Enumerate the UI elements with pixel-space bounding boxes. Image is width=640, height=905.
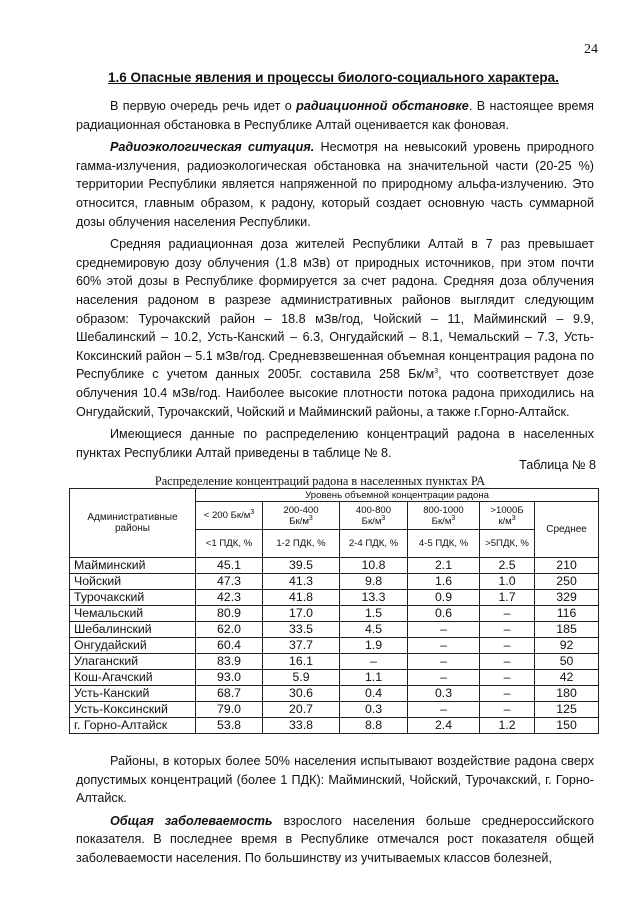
value-cell: – [408, 622, 480, 638]
district-name-cell: Усть-Коксинский [70, 702, 196, 718]
value-cell: 33.8 [263, 718, 340, 734]
band-header: < 200 $Бк/м^3$ [196, 502, 263, 530]
value-cell: 10.8 [340, 558, 408, 574]
paragraph-1: В первую очередь речь идет о радиационной обстановке. В настоящее время радиационная обстановка в Республике Алтай оценивается как фоновая. [76, 99, 594, 132]
pdk-header: 2-4 ПДК, % [340, 530, 408, 558]
value-cell: – [408, 702, 480, 718]
value-cell: 125 [535, 702, 599, 718]
table-row [70, 574, 599, 590]
value-cell: 250 [535, 574, 599, 590]
paragraph-6: Общая заболеваемость взрослого населения больше среднероссийского показателя. В последнее время в Республике отмечался рост показателя общей заболеваемости населения. По большинству из учитываемых классов болезней, [76, 813, 594, 865]
table-caption: Распределение концентраций радона в населенных пунктах РА [154, 474, 486, 488]
value-cell: 2.4 [408, 718, 480, 734]
value-cell: 0.4 [340, 686, 408, 702]
value-cell: 1.7 [480, 590, 535, 606]
value-cell: 80.9 [196, 606, 263, 622]
value-cell: 1.9 [340, 638, 408, 654]
paragraph-3: Средняя радиационная доза жителей Республики Алтай в 7 раз превышает среднемировую дозу облучения (1.8 мЗв) от природных источников, при этом почти 60% этой дозы в Республике формируется за счет радона. Средняя доза облучения населения радоном в разрезе административных районов выглядит следующим образом: Турочакский район – 18.8 мЗв/год, Чойский – 11, Майминский – 9.9, Шебалинский – 10.2, Усть-Канский – 6.3, Онгудайский – 8.1, Чемальский – 7.3, Усть-Коксинский район – 5.1 мЗв/год. Средневзвешенная объемная концентрация радона по Республике с учетом данных 2005г. составила 258 $Бк/м^3$, что соответствует дозе облучения 10.4 мЗв/год. Наиболее высокие плотности потока радона приходились на Онгудайский, Турочакский, Чойский и Майминский районы, а также г.Горно-Алтайск. [76, 237, 594, 419]
district-name-cell: Усть-Канский [70, 686, 196, 702]
value-cell: 2.5 [480, 558, 535, 574]
value-cell: 42 [535, 670, 599, 686]
value-cell: 0.3 [408, 686, 480, 702]
value-cell: 8.8 [340, 718, 408, 734]
value-cell: 1.1 [340, 670, 408, 686]
value-cell: 93.0 [196, 670, 263, 686]
value-cell: 1.0 [480, 574, 535, 590]
band-header: >1000Б $к/м^3$ [480, 502, 535, 530]
value-cell: 47.3 [196, 574, 263, 590]
value-cell: 9.8 [340, 574, 408, 590]
value-cell: 41.3 [263, 574, 340, 590]
district-name-cell: Майминский [70, 558, 196, 574]
page-number: 24 [584, 42, 598, 57]
value-cell: 16.1 [263, 654, 340, 670]
admin-districts-header: Административные районы [70, 489, 196, 558]
value-cell: – [480, 686, 535, 702]
radon-table [69, 488, 599, 734]
value-cell: 68.7 [196, 686, 263, 702]
concentration-level-header: Уровень объемной концентрации радона [196, 489, 599, 502]
emphasis-radioecology: Радиоэкологическая ситуация. [110, 140, 315, 155]
district-name-cell: Шебалинский [70, 622, 196, 638]
value-cell: 83.9 [196, 654, 263, 670]
paragraph-2: Радиоэкологическая ситуация. Несмотря на невысокий уровень природного гамма-излучения, радиоэкологическая обстановка на значительной части (20-25 %) территории Республики является напряженной по природному альфа-излучению. Это относится, главным образом, к радону, который создает основную часть суммарной дозы облучения населения Республики. [76, 140, 595, 229]
emphasis-radiation: радиационной обстановке [296, 99, 469, 113]
value-cell: 20.7 [263, 702, 340, 718]
value-cell: – [480, 702, 535, 718]
value-cell: 17.0 [263, 606, 340, 622]
section-heading: 1.6 Опасные явления и процессы биолого-социального характера. [108, 70, 559, 85]
table-row [70, 702, 599, 718]
paragraph-5: Районы, в которых более 50% населения испытывают воздействие радона сверх допустимых концентраций (более 1 ПДК): Майминский, Чойский, Турочакский, г. Горно-Алтайск. [76, 754, 594, 806]
value-cell: 1.5 [340, 606, 408, 622]
value-cell: 0.9 [408, 590, 480, 606]
value-cell: 79.0 [196, 702, 263, 718]
pdk-header: <1 ПДК, % [196, 530, 263, 558]
table-row [70, 670, 599, 686]
band-header: 800-1000 $Бк/м^3$ [408, 502, 480, 530]
value-cell: 1.6 [408, 574, 480, 590]
table-row [70, 606, 599, 622]
value-cell: 45.1 [196, 558, 263, 574]
pdk-header: 4-5 ПДК, % [408, 530, 480, 558]
value-cell: 42.3 [196, 590, 263, 606]
value-cell: – [408, 670, 480, 686]
district-name-cell: Кош-Агачский [70, 670, 196, 686]
average-header: Среднее [535, 502, 599, 558]
value-cell: – [480, 606, 535, 622]
value-cell: 33.5 [263, 622, 340, 638]
pdk-header: >5ПДК, % [480, 530, 535, 558]
table-row [70, 590, 599, 606]
paragraph-4: Имеющиеся данные по распределению концентраций радона в населенных пунктах Республики Алтай приведены в таблице № 8. [76, 427, 594, 460]
value-cell: 185 [535, 622, 599, 638]
value-cell: 62.0 [196, 622, 263, 638]
value-cell: 210 [535, 558, 599, 574]
body-text-bottom [76, 752, 594, 868]
table-row [70, 558, 599, 574]
district-name-cell: Чойский [70, 574, 196, 590]
value-cell: 37.7 [263, 638, 340, 654]
table-row [70, 686, 599, 702]
value-cell: 53.8 [196, 718, 263, 734]
table-row [70, 638, 599, 654]
value-cell: 60.4 [196, 638, 263, 654]
emphasis-morbidity: Общая заболеваемость [110, 813, 273, 828]
value-cell: 180 [535, 686, 599, 702]
district-name-cell: Турочакский [70, 590, 196, 606]
value-cell: 0.3 [340, 702, 408, 718]
district-name-cell: Улаганский [70, 654, 196, 670]
value-cell: 41.8 [263, 590, 340, 606]
value-cell: – [480, 622, 535, 638]
body-text-top [76, 97, 594, 462]
value-cell: 30.6 [263, 686, 340, 702]
value-cell: 13.3 [340, 590, 408, 606]
value-cell: 329 [535, 590, 599, 606]
value-cell: 116 [535, 606, 599, 622]
table-row [70, 654, 599, 670]
table-row [70, 622, 599, 638]
table-body [70, 558, 599, 734]
value-cell: – [480, 654, 535, 670]
value-cell: 39.5 [263, 558, 340, 574]
value-cell: 4.5 [340, 622, 408, 638]
table-number: Таблица № 8 [519, 458, 596, 472]
district-name-cell: Онгудайский [70, 638, 196, 654]
value-cell: 50 [535, 654, 599, 670]
district-name-cell: г. Горно-Алтайск [70, 718, 196, 734]
value-cell: 1.2 [480, 718, 535, 734]
value-cell: 0.6 [408, 606, 480, 622]
pdk-header: 1-2 ПДК, % [263, 530, 340, 558]
value-cell: 5.9 [263, 670, 340, 686]
value-cell: – [408, 654, 480, 670]
value-cell: 92 [535, 638, 599, 654]
value-cell: – [480, 638, 535, 654]
table-row [70, 718, 599, 734]
value-cell: – [340, 654, 408, 670]
value-cell: – [408, 638, 480, 654]
band-header: 200-400 $Бк/м^3$ [263, 502, 340, 530]
value-cell: – [480, 670, 535, 686]
district-name-cell: Чемальский [70, 606, 196, 622]
band-header: 400-800 $Бк/м^3$ [340, 502, 408, 530]
value-cell: 2.1 [408, 558, 480, 574]
value-cell: 150 [535, 718, 599, 734]
